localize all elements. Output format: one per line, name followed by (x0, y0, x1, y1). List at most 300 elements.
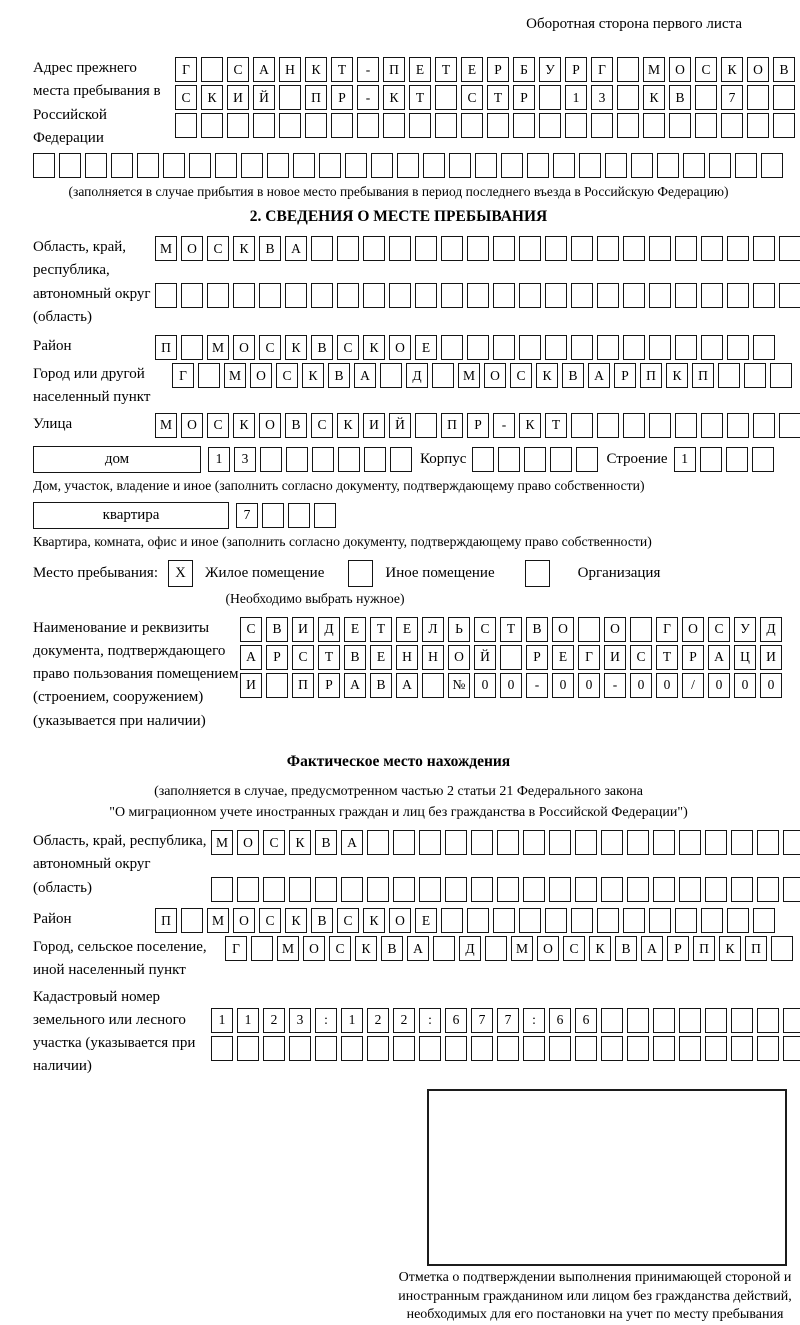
char-box[interactable] (419, 877, 441, 902)
char-box[interactable]: С (311, 413, 333, 438)
char-box[interactable] (757, 1036, 779, 1061)
char-box[interactable]: И (363, 413, 385, 438)
char-box[interactable] (675, 908, 697, 933)
char-box[interactable]: А (396, 673, 418, 698)
char-box[interactable]: : (419, 1008, 441, 1033)
char-box[interactable]: В (526, 617, 548, 642)
char-box[interactable]: Е (552, 645, 574, 670)
char-box[interactable] (263, 877, 285, 902)
char-box[interactable]: П (692, 363, 714, 388)
char-box[interactable]: О (259, 413, 281, 438)
char-box[interactable] (175, 113, 197, 138)
char-box[interactable]: 0 (708, 673, 730, 698)
char-box[interactable]: В (311, 335, 333, 360)
char-box[interactable] (289, 1036, 311, 1061)
char-box[interactable] (211, 1036, 233, 1061)
char-box[interactable] (475, 153, 497, 178)
char-box[interactable] (675, 283, 697, 308)
char-box[interactable]: М (643, 57, 665, 82)
char-box[interactable] (705, 1036, 727, 1061)
char-box[interactable] (705, 830, 727, 855)
char-box[interactable] (617, 57, 639, 82)
char-box[interactable] (493, 335, 515, 360)
char-box[interactable] (653, 1036, 675, 1061)
char-box[interactable]: Л (422, 617, 444, 642)
char-box[interactable]: К (719, 936, 741, 961)
char-box[interactable]: К (536, 363, 558, 388)
char-box[interactable]: Р (331, 85, 353, 110)
char-box[interactable] (627, 1008, 649, 1033)
char-box[interactable]: И (292, 617, 314, 642)
char-box[interactable]: В (315, 830, 337, 855)
char-box[interactable] (539, 113, 561, 138)
char-box[interactable] (675, 236, 697, 261)
char-box[interactable] (679, 1008, 701, 1033)
char-box[interactable] (571, 283, 593, 308)
char-box[interactable] (198, 363, 220, 388)
char-box[interactable]: Й (253, 85, 275, 110)
char-box[interactable] (627, 1036, 649, 1061)
char-box[interactable] (260, 447, 282, 472)
char-box[interactable] (331, 113, 353, 138)
char-box[interactable]: 7 (721, 85, 743, 110)
char-box[interactable]: 6 (445, 1008, 467, 1033)
char-box[interactable] (441, 335, 463, 360)
char-box[interactable]: 6 (549, 1008, 571, 1033)
char-box[interactable] (675, 335, 697, 360)
char-box[interactable] (669, 113, 691, 138)
char-box[interactable]: Р (682, 645, 704, 670)
char-box[interactable]: Е (370, 645, 392, 670)
char-box[interactable] (545, 236, 567, 261)
char-box[interactable]: К (363, 335, 385, 360)
char-box[interactable]: П (640, 363, 662, 388)
char-box[interactable]: К (201, 85, 223, 110)
char-box[interactable]: Н (396, 645, 418, 670)
char-box[interactable] (545, 335, 567, 360)
char-box[interactable]: 1 (565, 85, 587, 110)
char-box[interactable] (389, 283, 411, 308)
char-box[interactable] (435, 113, 457, 138)
char-box[interactable]: О (669, 57, 691, 82)
char-box[interactable] (545, 283, 567, 308)
char-box[interactable]: Д (406, 363, 428, 388)
char-box[interactable] (286, 447, 308, 472)
char-box[interactable]: 0 (630, 673, 652, 698)
char-box[interactable] (519, 283, 541, 308)
char-box[interactable]: 0 (552, 673, 574, 698)
char-box[interactable]: О (233, 335, 255, 360)
char-box[interactable]: Т (487, 85, 509, 110)
char-box[interactable]: Й (389, 413, 411, 438)
char-box[interactable]: Т (545, 413, 567, 438)
char-box[interactable]: 7 (471, 1008, 493, 1033)
char-box[interactable] (731, 830, 753, 855)
char-box[interactable] (241, 153, 263, 178)
char-box[interactable]: К (285, 908, 307, 933)
char-box[interactable] (314, 503, 336, 528)
char-box[interactable]: А (344, 673, 366, 698)
char-box[interactable] (597, 236, 619, 261)
char-box[interactable]: Р (467, 413, 489, 438)
char-box[interactable]: В (328, 363, 350, 388)
char-box[interactable] (111, 153, 133, 178)
char-box[interactable]: Г (175, 57, 197, 82)
char-box[interactable]: С (175, 85, 197, 110)
char-box[interactable]: 0 (578, 673, 600, 698)
char-box[interactable] (181, 908, 203, 933)
char-box[interactable] (627, 877, 649, 902)
char-box[interactable]: К (233, 236, 255, 261)
char-box[interactable] (259, 283, 281, 308)
char-box[interactable]: Е (344, 617, 366, 642)
char-box[interactable]: В (615, 936, 637, 961)
char-box[interactable] (783, 1036, 800, 1061)
char-box[interactable]: О (237, 830, 259, 855)
char-box[interactable]: Т (318, 645, 340, 670)
char-box[interactable]: Р (667, 936, 689, 961)
char-box[interactable]: К (666, 363, 688, 388)
char-box[interactable]: В (311, 908, 333, 933)
char-box[interactable]: М (211, 830, 233, 855)
char-box[interactable] (519, 908, 541, 933)
char-box[interactable] (623, 413, 645, 438)
char-box[interactable]: К (643, 85, 665, 110)
char-box[interactable] (207, 283, 229, 308)
char-box[interactable] (579, 153, 601, 178)
char-box[interactable] (471, 1036, 493, 1061)
char-box[interactable]: Е (415, 908, 437, 933)
char-box[interactable] (752, 447, 774, 472)
char-box[interactable]: : (523, 1008, 545, 1033)
char-box[interactable] (279, 113, 301, 138)
char-box[interactable] (367, 830, 389, 855)
char-box[interactable]: П (305, 85, 327, 110)
char-box[interactable] (357, 113, 379, 138)
char-box[interactable] (683, 153, 705, 178)
char-box[interactable] (497, 877, 519, 902)
char-box[interactable] (390, 447, 412, 472)
char-box[interactable]: А (641, 936, 663, 961)
char-box[interactable] (653, 1008, 675, 1033)
char-box[interactable] (233, 283, 255, 308)
char-box[interactable] (471, 830, 493, 855)
char-box[interactable] (497, 1036, 519, 1061)
char-box[interactable]: С (276, 363, 298, 388)
char-box[interactable] (501, 153, 523, 178)
char-box[interactable] (757, 830, 779, 855)
char-box[interactable]: П (383, 57, 405, 82)
char-box[interactable]: С (695, 57, 717, 82)
char-box[interactable]: Е (415, 335, 437, 360)
char-box[interactable] (279, 85, 301, 110)
char-box[interactable] (597, 335, 619, 360)
char-box[interactable]: А (588, 363, 610, 388)
char-box[interactable] (773, 113, 795, 138)
char-box[interactable] (550, 447, 572, 472)
char-box[interactable]: Е (396, 617, 418, 642)
char-box[interactable] (137, 153, 159, 178)
char-box[interactable]: С (292, 645, 314, 670)
char-box[interactable] (487, 113, 509, 138)
char-box[interactable] (679, 830, 701, 855)
char-box[interactable]: Т (435, 57, 457, 82)
char-box[interactable] (485, 936, 507, 961)
char-box[interactable]: О (682, 617, 704, 642)
char-box[interactable] (753, 335, 775, 360)
char-box[interactable] (627, 830, 649, 855)
char-box[interactable] (472, 447, 494, 472)
char-box[interactable]: А (407, 936, 429, 961)
char-box[interactable] (623, 908, 645, 933)
char-box[interactable] (267, 153, 289, 178)
char-box[interactable]: П (155, 908, 177, 933)
char-box[interactable] (630, 617, 652, 642)
char-box[interactable] (201, 113, 223, 138)
char-box[interactable]: № (448, 673, 470, 698)
char-box[interactable] (341, 877, 363, 902)
char-box[interactable]: А (354, 363, 376, 388)
char-box[interactable] (371, 153, 393, 178)
char-box[interactable] (419, 1036, 441, 1061)
char-box[interactable] (315, 1036, 337, 1061)
char-box[interactable]: Н (422, 645, 444, 670)
char-box[interactable] (679, 1036, 701, 1061)
char-box[interactable] (467, 335, 489, 360)
char-box[interactable]: Р (487, 57, 509, 82)
char-box[interactable]: 3 (591, 85, 613, 110)
char-box[interactable]: 0 (500, 673, 522, 698)
char-box[interactable] (545, 908, 567, 933)
char-box[interactable] (445, 877, 467, 902)
char-box[interactable]: 3 (234, 447, 256, 472)
char-box[interactable] (311, 236, 333, 261)
char-box[interactable]: Г (656, 617, 678, 642)
char-box[interactable]: Т (500, 617, 522, 642)
char-box[interactable]: В (669, 85, 691, 110)
char-box[interactable] (493, 283, 515, 308)
char-box[interactable]: Г (578, 645, 600, 670)
char-box[interactable] (393, 877, 415, 902)
char-box[interactable] (571, 413, 593, 438)
char-box[interactable]: А (708, 645, 730, 670)
char-box[interactable]: Н (279, 57, 301, 82)
char-box[interactable] (643, 113, 665, 138)
char-box[interactable] (315, 877, 337, 902)
char-box[interactable] (155, 283, 177, 308)
char-box[interactable]: С (461, 85, 483, 110)
char-box[interactable] (305, 113, 327, 138)
char-box[interactable] (262, 503, 284, 528)
char-box[interactable] (747, 113, 769, 138)
char-box[interactable] (471, 877, 493, 902)
char-box[interactable] (432, 363, 454, 388)
char-box[interactable] (415, 413, 437, 438)
char-box[interactable]: В (773, 57, 795, 82)
char-box[interactable] (237, 877, 259, 902)
char-box[interactable]: А (240, 645, 262, 670)
char-box[interactable] (181, 283, 203, 308)
char-box[interactable] (312, 447, 334, 472)
char-box[interactable] (33, 153, 55, 178)
char-box[interactable] (364, 447, 386, 472)
char-box[interactable] (576, 447, 598, 472)
char-box[interactable] (601, 1008, 623, 1033)
char-box[interactable] (289, 877, 311, 902)
apartment-field-label-box[interactable]: квартира (33, 502, 229, 529)
char-box[interactable] (319, 153, 341, 178)
char-box[interactable] (211, 877, 233, 902)
char-box[interactable] (744, 363, 766, 388)
char-box[interactable]: Р (318, 673, 340, 698)
char-box[interactable] (493, 236, 515, 261)
char-box[interactable] (701, 413, 723, 438)
char-box[interactable] (727, 283, 749, 308)
char-box[interactable] (747, 85, 769, 110)
char-box[interactable]: О (604, 617, 626, 642)
char-box[interactable]: И (760, 645, 782, 670)
char-box[interactable] (263, 1036, 285, 1061)
char-box[interactable]: С (708, 617, 730, 642)
char-box[interactable] (657, 153, 679, 178)
char-box[interactable] (705, 1008, 727, 1033)
char-box[interactable] (445, 1036, 467, 1061)
char-box[interactable] (422, 673, 444, 698)
char-box[interactable]: Р (614, 363, 636, 388)
char-box[interactable] (409, 113, 431, 138)
char-box[interactable] (701, 236, 723, 261)
char-box[interactable]: 0 (656, 673, 678, 698)
char-box[interactable] (753, 413, 775, 438)
char-box[interactable]: - (493, 413, 515, 438)
char-box[interactable] (779, 236, 800, 261)
char-box[interactable] (285, 283, 307, 308)
char-box[interactable] (397, 153, 419, 178)
char-box[interactable]: Г (225, 936, 247, 961)
char-box[interactable]: О (448, 645, 470, 670)
char-box[interactable] (649, 908, 671, 933)
char-box[interactable] (701, 283, 723, 308)
char-box[interactable] (565, 113, 587, 138)
char-box[interactable]: С (329, 936, 351, 961)
char-box[interactable]: Д (760, 617, 782, 642)
char-box[interactable]: 2 (367, 1008, 389, 1033)
char-box[interactable] (623, 335, 645, 360)
char-box[interactable] (227, 113, 249, 138)
char-box[interactable]: - (357, 85, 379, 110)
char-box[interactable]: К (519, 413, 541, 438)
stay-type-checkbox-residential[interactable]: X (168, 560, 193, 587)
char-box[interactable]: Т (370, 617, 392, 642)
char-box[interactable]: С (337, 335, 359, 360)
char-box[interactable]: С (207, 236, 229, 261)
char-box[interactable] (597, 413, 619, 438)
char-box[interactable]: 2 (393, 1008, 415, 1033)
char-box[interactable] (700, 447, 722, 472)
char-box[interactable] (435, 85, 457, 110)
char-box[interactable]: В (259, 236, 281, 261)
char-box[interactable]: М (207, 908, 229, 933)
char-box[interactable] (266, 673, 288, 698)
char-box[interactable]: О (537, 936, 559, 961)
char-box[interactable]: К (302, 363, 324, 388)
char-box[interactable]: У (539, 57, 561, 82)
char-box[interactable] (571, 236, 593, 261)
char-box[interactable] (601, 877, 623, 902)
char-box[interactable] (498, 447, 520, 472)
char-box[interactable]: Р (526, 645, 548, 670)
char-box[interactable]: О (303, 936, 325, 961)
char-box[interactable] (783, 877, 800, 902)
char-box[interactable] (288, 503, 310, 528)
char-box[interactable]: О (389, 908, 411, 933)
char-box[interactable] (467, 908, 489, 933)
char-box[interactable]: К (363, 908, 385, 933)
char-box[interactable]: / (682, 673, 704, 698)
char-box[interactable] (761, 153, 783, 178)
char-box[interactable] (727, 236, 749, 261)
char-box[interactable]: Т (656, 645, 678, 670)
char-box[interactable]: О (389, 335, 411, 360)
char-box[interactable] (513, 113, 535, 138)
char-box[interactable]: С (240, 617, 262, 642)
char-box[interactable] (415, 236, 437, 261)
char-box[interactable]: А (285, 236, 307, 261)
char-box[interactable] (601, 830, 623, 855)
char-box[interactable] (695, 85, 717, 110)
char-box[interactable]: - (526, 673, 548, 698)
char-box[interactable] (578, 617, 600, 642)
char-box[interactable]: О (181, 413, 203, 438)
char-box[interactable] (549, 830, 571, 855)
char-box[interactable] (575, 830, 597, 855)
char-box[interactable]: 7 (497, 1008, 519, 1033)
char-box[interactable]: 2 (263, 1008, 285, 1033)
char-box[interactable] (649, 413, 671, 438)
char-box[interactable] (617, 113, 639, 138)
char-box[interactable]: О (181, 236, 203, 261)
char-box[interactable] (189, 153, 211, 178)
char-box[interactable] (623, 283, 645, 308)
char-box[interactable] (605, 153, 627, 178)
char-box[interactable]: Е (461, 57, 483, 82)
char-box[interactable] (653, 877, 675, 902)
char-box[interactable] (721, 113, 743, 138)
char-box[interactable] (770, 363, 792, 388)
char-box[interactable]: О (250, 363, 272, 388)
char-box[interactable]: С (630, 645, 652, 670)
char-box[interactable] (380, 363, 402, 388)
char-box[interactable]: О (552, 617, 574, 642)
char-box[interactable]: П (441, 413, 463, 438)
char-box[interactable] (441, 908, 463, 933)
char-box[interactable]: С (510, 363, 532, 388)
char-box[interactable]: В (562, 363, 584, 388)
char-box[interactable] (753, 236, 775, 261)
char-box[interactable] (727, 908, 749, 933)
char-box[interactable]: Т (331, 57, 353, 82)
char-box[interactable] (237, 1036, 259, 1061)
char-box[interactable]: М (155, 413, 177, 438)
char-box[interactable]: С (259, 335, 281, 360)
char-box[interactable] (524, 447, 546, 472)
char-box[interactable]: С (474, 617, 496, 642)
char-box[interactable]: П (745, 936, 767, 961)
char-box[interactable] (675, 413, 697, 438)
char-box[interactable] (705, 877, 727, 902)
char-box[interactable] (251, 936, 273, 961)
char-box[interactable]: : (315, 1008, 337, 1033)
